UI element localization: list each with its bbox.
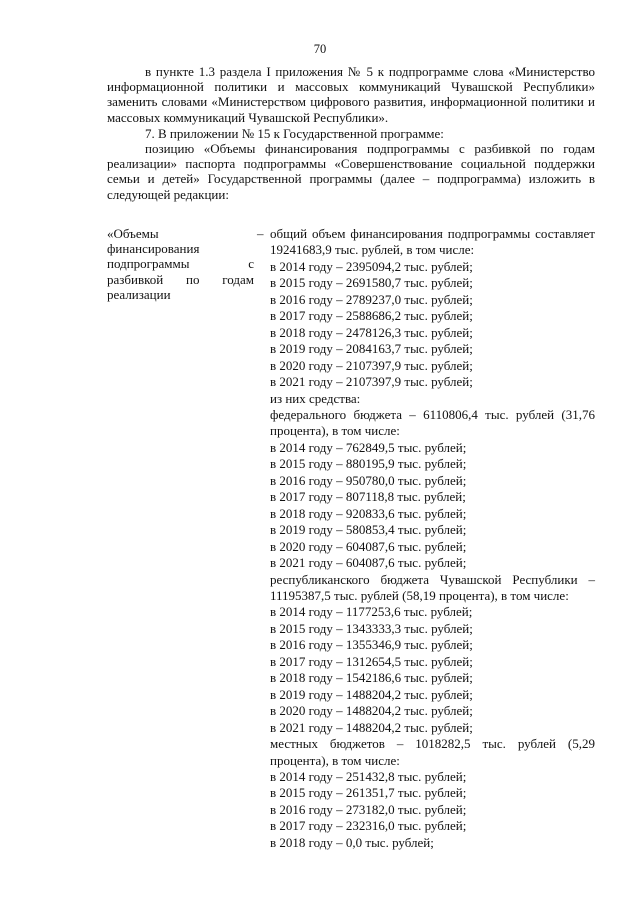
local-budget-total: местных бюджетов – 1018282,5 тыс. рублей (5,29 процента), в том числе: [270, 736, 595, 768]
list-item: в 2020 году – 1488204,2 тыс. рублей; [270, 703, 473, 719]
financing-total: общий объем финансирования подпрограммы составляет 19241683,9 тыс. рублей, в том числе: [270, 226, 595, 258]
list-item: в 2017 году – 2588686,2 тыс. рублей; [270, 308, 473, 324]
list-item: в 2020 году – 2107397,9 тыс. рублей; [270, 357, 473, 373]
position-paragraph: позицию «Объемы финансирования подпрограммы с разбивкой по годам реализации» паспорта подпрограммы «Совершенствование социальной поддержки семьи и детей» Государственной программы (далее – подпрограмма) изложить в следующей редакции: [107, 141, 595, 202]
list-item: в 2021 году – 1488204,2 тыс. рублей; [270, 719, 473, 735]
list-item: в 2019 году – 580853,4 тыс. рублей; [270, 522, 467, 538]
amendment-paragraph: в пункте 1.3 раздела I приложения № 5 к подпрограмме слова «Министерство информационной политики и массовых коммуникаций Чувашской Республики» заменить словами «Министерством цифрового развития, информационной политики и массовых коммуникаций Чувашской Республики». [107, 64, 595, 125]
sources-heading: из них средства: [270, 390, 361, 406]
list-item: в 2015 году – 880195,9 тыс. рублей; [270, 456, 467, 472]
list-item: в 2018 году – 920833,6 тыс. рублей; [270, 505, 467, 521]
list-item: в 2017 году – 1312654,5 тыс. рублей; [270, 653, 473, 669]
list-item: в 2016 году – 273182,0 тыс. рублей; [270, 801, 467, 817]
list-item: в 2016 году – 2789237,0 тыс. рублей; [270, 291, 473, 307]
list-item: в 2014 году – 2395094,2 тыс. рублей; [270, 258, 473, 274]
table-dash: – [257, 226, 264, 241]
list-item: в 2019 году – 1488204,2 тыс. рублей; [270, 686, 473, 702]
list-item: в 2021 году – 2107397,9 тыс. рублей; [270, 374, 473, 390]
list-item: в 2016 году – 950780,0 тыс. рублей; [270, 472, 467, 488]
list-item: в 2014 году – 762849,5 тыс. рублей; [270, 439, 467, 455]
list-item: в 2014 году – 1177253,6 тыс. рублей; [270, 604, 473, 620]
list-item: в 2015 году – 1343333,3 тыс. рублей; [270, 620, 473, 636]
list-item: в 2017 году – 807118,8 тыс. рублей; [270, 489, 466, 505]
list-item: в 2016 году – 1355346,9 тыс. рублей; [270, 637, 473, 653]
list-item: в 2020 году – 604087,6 тыс. рублей; [270, 538, 467, 554]
list-item: в 2019 году – 2084163,7 тыс. рублей; [270, 341, 473, 357]
item-7-heading: 7. В приложении № 15 к Государственной программе: [145, 125, 444, 141]
republic-budget-total: республиканского бюджета Чувашской Республики – 11195387,5 тыс. рублей (58,19 процента), в том числе: [270, 571, 595, 603]
list-item: в 2015 году – 2691580,7 тыс. рублей; [270, 275, 473, 291]
list-item: в 2018 году – 0,0 тыс. рублей; [270, 834, 434, 850]
page-number: 70 [313, 42, 327, 56]
list-item: в 2014 году – 251432,8 тыс. рублей; [270, 768, 467, 784]
list-item: в 2018 году – 2478126,3 тыс. рублей; [270, 324, 473, 340]
list-item: в 2021 году – 604087,6 тыс. рублей; [270, 555, 467, 571]
federal-budget-total: федерального бюджета – 6110806,4 тыс. рублей (31,76 процента), в том числе: [270, 406, 595, 439]
list-item: в 2015 году – 261351,7 тыс. рублей; [270, 785, 467, 801]
table-left-label: «Объемы финансирования подпрограммы с разбивкой по годам реализации [107, 226, 254, 302]
intro-text [107, 64, 595, 202]
list-item: в 2018 году – 1542186,6 тыс. рублей; [270, 670, 473, 686]
list-item: в 2017 году – 232316,0 тыс. рублей; [270, 818, 467, 834]
financing-lines [270, 226, 595, 851]
